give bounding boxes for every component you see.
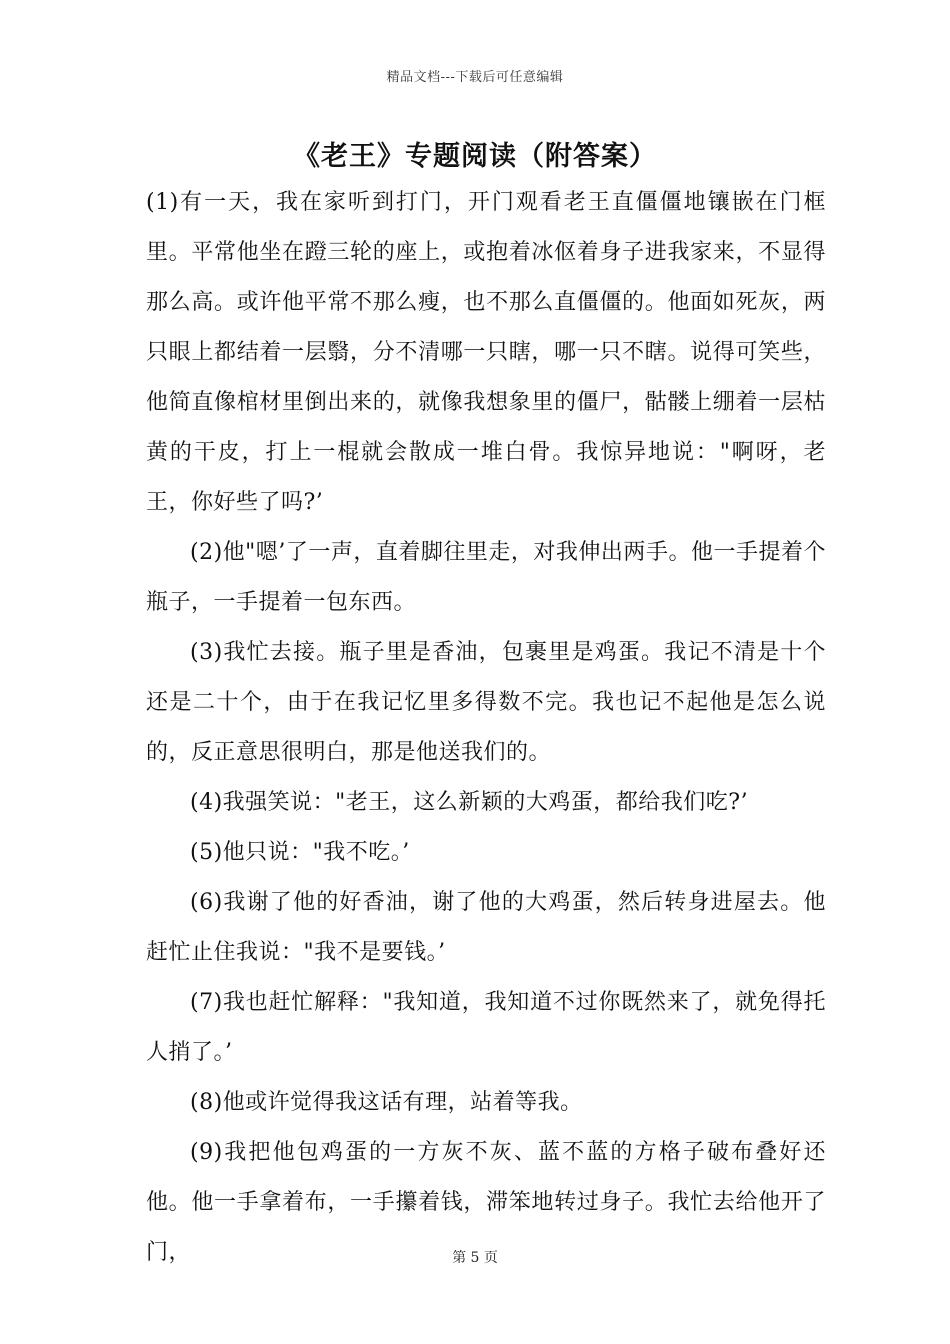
document-title: 《老王》专题阅读（附答案） [293,141,657,172]
page-number: 第 5 页 [452,1250,498,1266]
paragraph-1: (1)有一天，我在家听到打门，开门观看老王直僵僵地镶嵌在门框里。平常他坐在蹬三轮的座上，或抱着冰伛着身子进我家来，不显得那么高。或许他平常不那么瘦，也不那么直僵僵的。他面如死灰，两只眼上都结着一层翳，分不清哪一只瞎，哪一只不瞎。说得可笑些，他简直像棺材里倒出来的，就像我想象里的僵尸，骷髅上绷着一层枯黄的干皮，打上一棍就会散成一堆白骨。我惊异地说："啊呀，老王，你好些了吗?’ [146,190,826,515]
paragraph-7: (7)我也赶忙解释："我知道，我知道不过你既然来了，就免得托人捎了。’ [146,990,826,1065]
paragraph-9: (9)我把他包鸡蛋的一方灰不灰、蓝不蓝的方格子破布叠好还他。他一手拿着布，一手攥着钱，滞笨地转过身子。我忙去给他开了门， [146,1140,826,1265]
paragraph-4: (4)我强笑说："老王，这么新颖的大鸡蛋，都给我们吃?’ [190,790,749,815]
paragraph-2: (2)他"嗯’了一声，直着脚往里走，对我伸出两手。他一手提着个瓶子，一手提着一包东西。 [146,540,826,615]
paragraph-3: (3)我忙去接。瓶子里是香油，包裹里是鸡蛋。我记不清是十个还是二十个，由于在我记忆里多得数不完。我也记不起他是怎么说的，反正意思很明白，那是他送我们的。 [146,640,826,765]
article-body [146,178,826,1278]
paragraph-8: (8)他或许觉得我这话有理，站着等我。 [190,1090,583,1115]
paragraph-5: (5)他只说："我不吃。’ [190,840,410,865]
page-header: 精品文档---下载后可任意编辑 [386,70,564,85]
paragraph-6: (6)我谢了他的好香油，谢了他的大鸡蛋，然后转身进屋去。他赶忙止住我说："我不是要钱。’ [146,890,826,965]
